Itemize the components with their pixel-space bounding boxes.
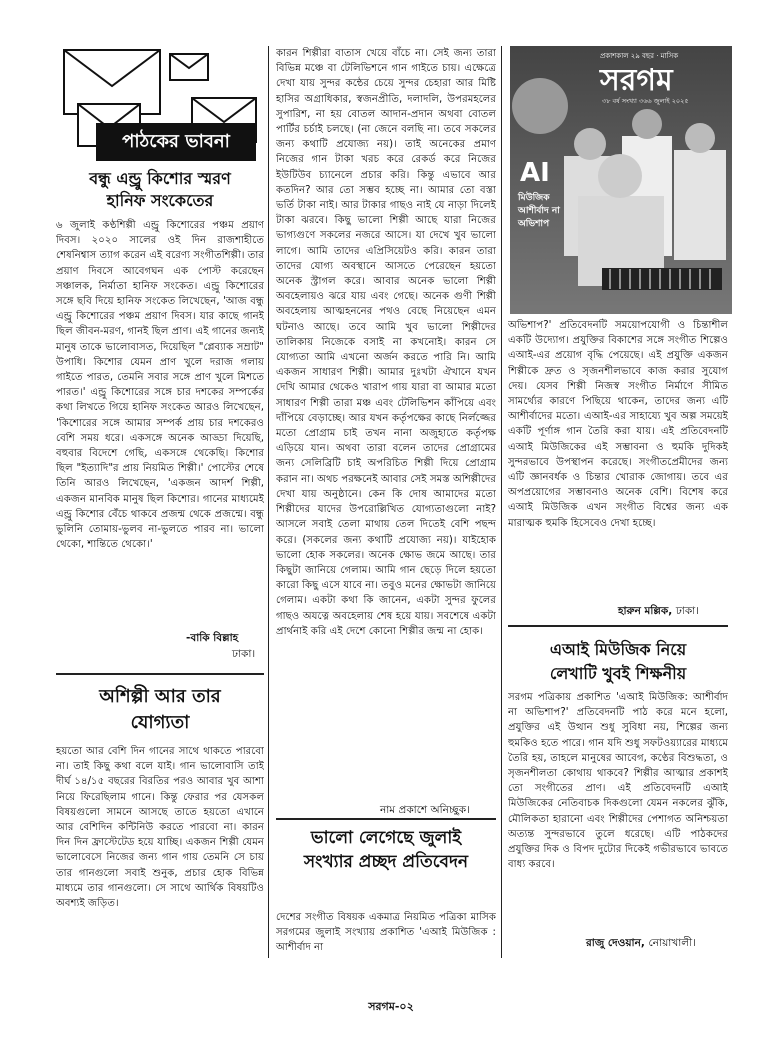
cover-ai-label: AI (520, 158, 550, 188)
article-author: নাম প্রকাশে অনিচ্ছুক। (380, 804, 470, 816)
article-headline: বন্ধু এন্ড্রু কিশোর স্মরণ হানিফ সংকেতের (89, 169, 231, 210)
article-author: রাজু দেওয়ান, নোয়াখালী। (586, 937, 696, 949)
article-author: হারুন মল্লিক, ঢাকা। (618, 605, 699, 617)
article-body: অভিশাপ?' প্রতিবেদনটি সময়োপযোগী ও চিন্তাশীল একটি উদ্যোগ। প্রযুক্তির বিকাশের সঙ্গে সংগীত শিল্পেও এআই-এর প্রয়োগ বৃদ্ধি পেয়েছে। এই প্রযুক্তি একজন শিল্পীকে দ্রুত ও সৃজনশীলভাবে কাজ করার সুযোগ দেয়। যেসব শিল্পী নিজস্ব সংগীত নির্মাণে সীমিত সামর্থ্যের কারণে পিছিয়ে থাকেন, তাদের জন্য এটি আশীর্বাদের মতো। এআই-এর সাহায্যে খুব অল্প সময়েই একটি পূর্ণাঙ্গ গান তৈরি করা যায়। এই প্রতিবেদনটি এআই মিউজিকের এই সম্ভাবনা ও হুমকি দুদিকই সুন্দরভাবে উপস্থাপন করেছে। সংগীতপ্রেমীদের জন্য এটি জ্ঞানবর্ধক ও চিন্তার খোরাক জোগায়। তবে এর অপপ্রয়োগের সম্ভাবনাও অনেক বেশি। বিশেষ করে এআই মিউজিক এখন সংগীত বিশ্বের জন্য এক মারাত্মক হুমকি হিসেবেও দেখা হচ্ছে। (508, 320, 728, 529)
page-number: সরগম-০২ (368, 1000, 414, 1013)
article-body: হয়তো আর বেশি দিন গানের সাথে থাকতে পারবো না। তাই কিছু কথা বলে যাই। গান ভালোবাসি তাই দীর্ঘ ১৪/১৫ বছরের বিরতির পরও আবার খুব আশা নিয়ে ফিরেছিলাম গানে। কিন্তু ফেরার পর যেসকল বিষয়গুলো সামনে আসছে তাতে হয়তো এখানে আর বেশিদিন কন্টিনিউ করতে পারবো না। কারন দিন দিন ফ্রাস্টেটেড হয়ে যাচ্ছি। একজন শিল্পী যেমন ভালোবেসে নিজের জন্য গান গায় তেমনি সে চায় তার গানগুলো সবাই শুনুক, প্রচার হোক বিভিন্ন মাধ্যমে তার গানগুলো। সে সাথে আর্থিক বিষয়টিও অবশ্যই জড়িত। (56, 746, 264, 910)
article-body: সরগম পত্রিকায় প্রকাশিত 'এআই মিউজিক: আশীর্বাদ না অভিশাপ?' প্রতিবেদনটি পাঠ করে মনে হলো, প্রযুক্তির এই উত্থান শুধু সুবিধা নয়, শিল্পের জন্য হুমকিও হতে পারে। গান যদি শুধু সফটওয়্যারের মাধ্যমে তৈরি হয়, তাহলে মানুষের আবেগ, কণ্ঠের বিশুদ্ধতা, ও সৃজনশীলতা কোথায় থাকবে? শিল্পীর আত্মার প্রকাশই তো সংগীতের প্রাণ। এই প্রতিবেদনটি এআই মিউজিকের নেতিবাচক দিকগুলো যেমন নকলের ঝুঁকি, মৌলিকতা হারানো এবং শিল্পীদের পেশাগত অনিশ্চয়তা অত্যন্ত সুন্দরভাবে তুলে ধরেছে। এটি পাঠকদের প্রযুক্তির দিক ও বিপদ দুটোর দিকেই গভীরভাবে ভাবতে বাধ্য করবে। (508, 692, 728, 871)
cover-masthead: সরগম (600, 63, 673, 98)
article-body: কারন শিল্পীরা বাতাস খেয়ে বাঁচে না। সেই জন্য তারা বিভিন্ন মঞ্চে বা টেলিভিশনে গান গাইতে চায়। এক্ষেত্রে দেখা যায় সুন্দর কন্ঠের চেয়ে সুন্দর চেহারা আর মিষ্টি হাসির অগ্রাধিকার, স্বজনপ্রীতি, দলাদলি, উপরমহলের সুপারিশ, না হয় বোতল আদান-প্রদান অথবা বোতল পার্টির চর্চাই চলছে। (না জেনে বলছি না। তবে সকলের জন্য কথাটি প্রযোজ্য নয়)। তাই অনেকের প্রমাণ নিজের গান টাকা খরচ করে রেকর্ড করে নিজের ইউটিউব চ্যানেলে প্রচার করি। কিন্তু এভাবে আর কতদিন? আর তো সম্ভব হচ্ছে না। আমার তো বস্তা ভর্তি টাকা নাই। আর টাকার গাছও নাই যে নাড়া দিলেই টাকা ঝরবে। কিছু ভালো শিল্পী আছে যারা নিজের ভাগ্যগুণে সকলের নজরে আসে। যা দেখে খুব ভালো লাগে। আমি তাদের এপ্রিসিয়েটও করি। কারন তারা তাদের যোগ্য অবস্থানে আসতে পেরেছেন হয়তো অনেক স্ট্রাগল করে। আবার অনেক ভালো শিল্পী অবহেলায়ও ঝরে যায় এবং গেছে। অনেক গুণী শিল্পী অবহেলায় আত্মহননের পথও বেছে নিয়েছেন এমন ঘটনাও আছে। তবে আমি খুব ভালো শিল্পীদের তালিকায় নিজেকে বসাই না কখনোই। কারন সে যোগ্যতা আমি এখনো অর্জন করতে পারি নি। আমি একজন সাধারণ শিল্পী। আমার দুঃখটা ঐখানে যখন দেখি আমার থেকেও খারাপ গায় যারা বা আমার মতো সাধারণ শিল্পী তারা মঞ্চ এবং টেলিভিশন কাঁপিয়ে এবং দাঁপিয়ে বেড়াচ্ছে। আর যখন কর্তৃপক্ষের কাছে নির্লজ্জের মতো প্রোগ্রাম চাই তখন নানা অজুহাতে কর্তৃপক্ষ এড়িয়ে যান। অথবা তারা বলেন তাদের প্রোগ্রামের জন্য সেলিব্রিটি চাই অপরিচিত শিল্পী দিয়ে প্রোগ্রাম করান না। অথচ পরক্ষনেই আবার সেই সমস্ত অশিল্পীদের দেখা যায় অনুষ্ঠানে। কেন কি দোষ আমাদের মতো শিল্পীদের যাদের উপরোল্লিখিত যোগ্যতাগুলো নাই? আসলে সবাই তেলা মাথায় তেল দিতেই বেশি পছন্দ করে। (সকলের জন্য কথাটি প্রযোজ্য নয়)। যাইহোক ভালো হোক সকলের। অনেক ক্ষোভ জমে আছে। তার কিছুটা জানিয়ে গেলাম। আমি গান ছেড়ে দিলে হয়তো কারো কিছু এসে যাবে না। তবুও মনের ক্ষোভটা জানিয়ে গেলাম। একটা কথা কি জানেন, একটা সুন্দর ফুলের গাছও অযত্নে অবহেলায় শেষ হয়ে যায়। সবশেষে একটা প্রার্থনাই করি এই দেশে কোনো শিল্পীর জন্ম না হোক। (276, 48, 496, 637)
section-divider (508, 625, 728, 627)
section-divider (56, 673, 264, 675)
article-body: ৬ জুলাই কণ্ঠশিল্পী এন্ড্রু কিশোরের পঞ্চম প্রয়াণ দিবস। ২০২০ সালের ওই দিন রাজশাহীতে শেষনিশ্বাস ত্যাগ করেন এই বরেণ্য সংগীতশিল্পী। তার প্রয়াণ দিবসে আবেগঘন এক পোস্ট করেছেন সঞ্চালক, নির্মাতা হানিফ সংকেত। এন্ড্রু কিশোরের সঙ্গে ছবি দিয়ে হানিফ সংকেত লিখেছেন, 'আজ বন্ধু এন্ড্রু কিশোরের পঞ্চম প্রয়াণ দিবস। যার কাছে গানই ছিল জীবন-মরণ, গানই ছিল প্রাণ। এই গানের জন্যই মানুষ তাকে ভালোবাসত, দিয়েছিল "প্লেব্যাক সম্রাট" উপাধি। কিশোর যেমন প্রাণ খুলে দরাজ গলায় গাইতে পারত, তেমনি সবার সঙ্গে প্রাণ খুলে মিশতে পারত।' এন্ড্রু কিশোরের সঙ্গে চার দশকের সম্পর্কের কথা লিখতে গিয়ে হানিফ সংকেত আরও লিখেছেন, 'কিশোরের সঙ্গে আমার সম্পর্ক প্রায় চার দশকেরও বেশি সময় ধরে। একসঙ্গে অনেক আড্ডা দিয়েছি, বহুবার বিদেশে গেছি, একসঙ্গে থেকেছি। কিশোর ছিল "ইত্যাদি"র প্রায় নিয়মিত শিল্পী।' পোস্টের শেষে তিনি আরও লিখেছেন, 'একজন আদর্শ শিল্পী, একজন মানবিক মানুষ ছিল কিশোর। গানের মাধ্যমেই এন্ড্রু কিশোর বেঁচে থাকবে প্রজন্ম থেকে প্রজন্মে। বন্ধু ভুলিনি তোমায়-ভুলব না-ভুলতে পারব না। ভালো থেকো, শান্তিতে থেকো।' (56, 220, 264, 551)
section-title: পাঠকের ভাবনা (96, 123, 256, 161)
article-author: -বাকি বিল্লাহ (186, 632, 239, 644)
article-headline: অশিল্পী আর তার যোগ্যতা (99, 686, 221, 733)
article-headline: ভালো লেগেছে জুলাই সংখ্যার প্রচ্ছদ প্রতিবেদন (303, 828, 469, 872)
cover-top-line: প্রকাশকাল ২৯ বছর · মাসিক (600, 52, 679, 60)
article-body: দেশের সংগীত বিষয়ক একমাত্র নিয়মিত পত্রিকা মাসিক সরগমের জুলাই সংখ্যায় প্রকাশিত 'এআই মিউজিক : আশীর্বাদ না (276, 912, 496, 954)
article-headline: এআই মিউজিক নিয়ে লেখাটি খুবই শিক্ষনীয় (549, 640, 687, 683)
article-place: ঢাকা। (232, 648, 256, 660)
cover-issue-line: ৩৮ বর্ষ সংখ্যা ৩৬৬ জুলাই ২০২৫ (602, 97, 689, 105)
column-rule (268, 46, 269, 958)
column-rule (501, 46, 502, 958)
cover-feature-title: মিউজিক আশীর্বাদ না অভিশাপ (518, 193, 560, 229)
magazine-cover-image (510, 46, 732, 314)
